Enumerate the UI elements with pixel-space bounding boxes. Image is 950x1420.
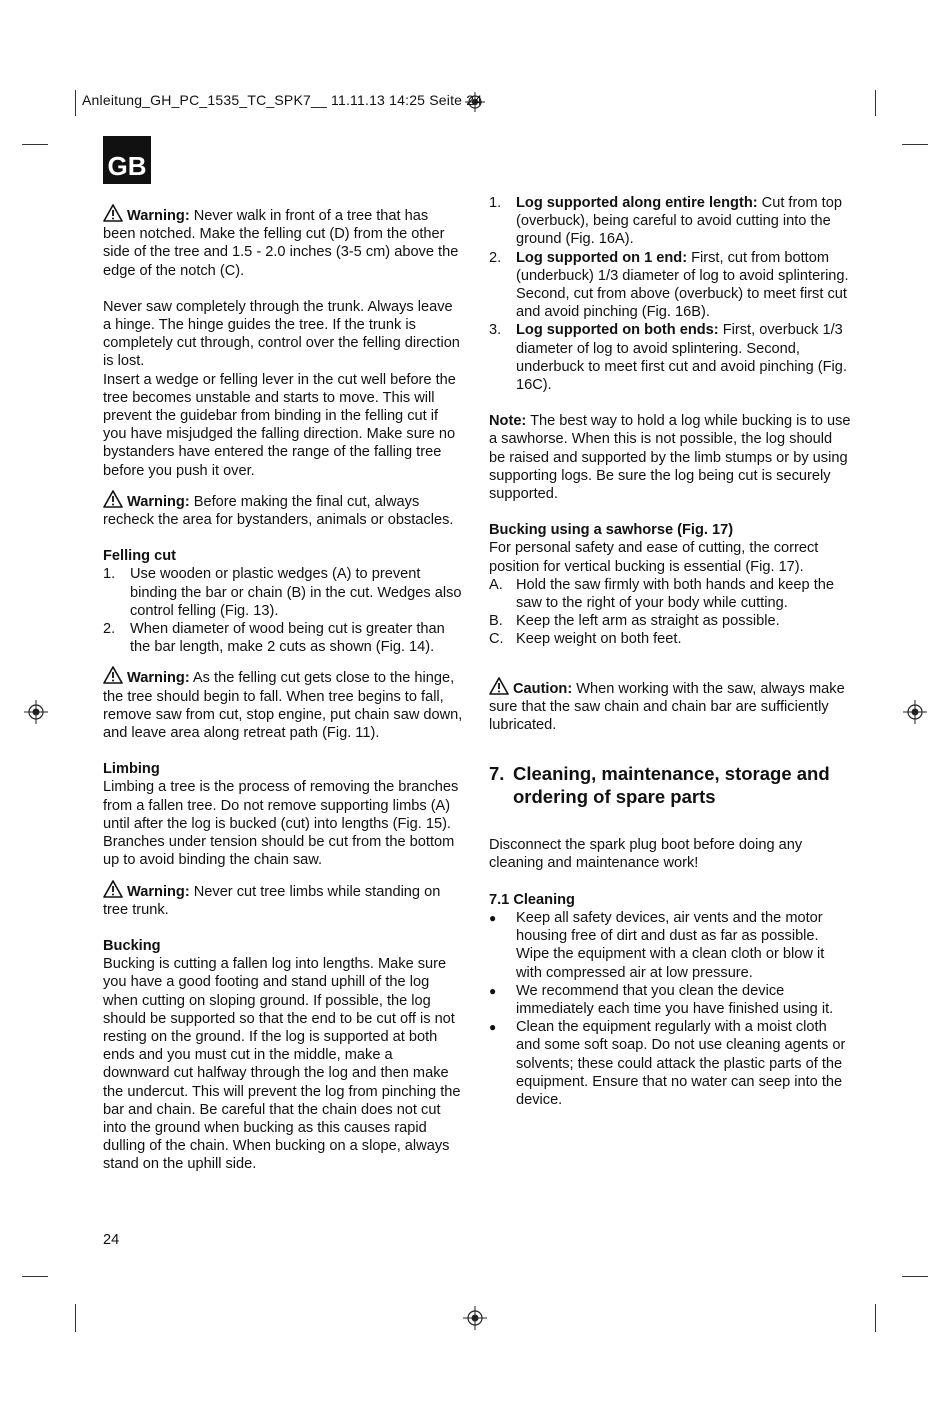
paragraph: Never saw completely through the trunk. Always leave a hinge. The hinge guides the tree. If the trunk is completely cut through, control over the felling direction is lost. [103,298,460,370]
section-heading: Limbing [103,761,160,778]
list-item [489,909,851,982]
list-text: Cut from top (overbuck), being careful to avoid cutting into the ground (Fig. 16A). [516,195,842,248]
warning-triangle-icon [103,666,123,684]
warning-triangle-icon [489,677,509,695]
language-badge: GB [103,136,151,184]
registration-mark-icon [463,1306,487,1330]
list-item [489,982,851,1018]
chapter-title-text: Cleaning, maintenance, storage and ordering of spare parts [513,763,830,808]
caution-label: Caution: [513,680,573,697]
log-support-list [489,194,851,394]
list-item [103,565,463,620]
warning-triangle-icon [103,490,123,508]
list-text: When diameter of wood being cut is greater than the bar length, make 2 cuts as shown (Fig. 14). [130,621,445,656]
crop-mark [22,144,48,145]
print-header: Anleitung_GH_PC_1535_TC_SPK7__ 11.11.13 14:25 Seite 24 [82,92,483,108]
warning-text: As the felling cut gets close to the hinge, the tree should begin to fall. When tree begins to fall, remove saw from cut, stop engine, put chain saw down, and leave area along retreat path (Fig. 11). [103,670,463,742]
right-column [489,194,851,1109]
left-column [103,204,463,1174]
paragraph: Disconnect the spark plug boot before doing any cleaning and maintenance work! [489,837,803,872]
list-text: First, overbuck 1/3 diameter of log to avoid splintering. Second, underbuck to meet first cut and avoid pinching (Fig. 16C). [516,322,847,394]
list-text: Keep all safety devices, air vents and the motor housing free of dirt and dust as far as possible. Wipe the equipment with a clean cloth or blow it with compressed air at low pressure. [516,909,825,981]
chapter-number: 7. [489,763,505,785]
chapter-title [489,762,851,808]
list-item [489,1018,851,1109]
note-paragraph [489,412,851,503]
section-heading: 7.1 Cleaning [489,891,575,908]
list-label: Log supported along entire length: [516,195,758,211]
paragraph: Limbing a tree is the process of removing the branches from a fallen tree. Do not remove supporting limbs (A) until after the log is bucked (cut) into lengths (Fig. 15). Branches under tension should be cut from the bottom up to avoid binding the chain saw. [103,779,459,869]
bullet-icon: ● [489,983,497,998]
list-number: 2. [103,621,116,638]
page-number: 24 [103,1232,120,1248]
warning-text: Before making the final cut, always recheck the area for bystanders, animals or obstacles. [103,493,454,529]
crop-mark [75,1304,76,1332]
note-label: Note: [489,413,527,430]
list-text: Use wooden or plastic wedges (A) to prevent binding the bar or chain (B) in the cut. Wedges also control felling (Fig. 13). [130,566,462,619]
warning-label: Warning: [127,883,190,900]
list-letter: A. [489,576,503,593]
note-text: The best way to hold a log while bucking is to use a sawhorse. When this is not possible, the log should be raised and supported by the limb stumps or by using supporting logs. Be sure the log being cut is securely supported. [489,413,851,503]
warning-triangle-icon [103,880,123,898]
list-item [103,620,463,656]
list-letter: C. [489,631,504,648]
list-label: Log supported on 1 end: [516,249,688,266]
bullet-icon: ● [489,1020,497,1035]
warning-note [103,204,463,280]
sawhorse-list [489,576,851,649]
warning-note [103,490,463,529]
caution-note [489,677,851,735]
warning-note [103,880,463,919]
list-number: 1. [489,195,502,211]
list-text: Clean the equipment regularly with a moist cloth and some soft soap. Do not use cleaning agents or solvents; these could attack the plastic parts of the equipment. Ensure that no water can seep into the device. [516,1019,846,1108]
list-text: Keep the left arm as straight as possible. [516,613,780,630]
section-heading: Felling cut [103,548,176,565]
warning-label: Warning: [127,493,190,510]
list-label: Log supported on both ends: [516,322,719,339]
section-heading: Bucking [103,937,161,954]
list-text: Keep weight on both feet. [516,631,682,648]
list-item [489,194,851,249]
list-number: 3. [489,322,502,339]
list-letter: B. [489,613,503,630]
list-item [489,576,851,612]
crop-mark [902,1276,928,1277]
crop-mark [902,144,928,145]
cleaning-list [489,909,851,1109]
warning-triangle-icon [103,204,123,222]
warning-text: Never cut tree limbs while standing on tree trunk. [103,883,441,918]
warning-label: Warning: [127,208,190,224]
felling-list [103,565,463,656]
bullet-icon: ● [489,910,497,925]
paragraph: Bucking is cutting a fallen log into lengths. Make sure you have a good footing and stand uphill of the log when cutting on sloping ground. If possible, the log should be supported so that the end to be cut off is not resting on the ground. If the log is supported at both ends and you must cut in the middle, make a downward cut halfway through the log and then make the undercut. This will prevent the log from pinching the bar and chain. Be careful that the chain does not cut into the ground when bucking as this causes rapid dulling of the chain. When bucking on a slope, always stand on the uphill side. [103,956,461,1173]
registration-mark-icon [903,700,927,724]
crop-mark [875,90,876,116]
list-number: 2. [489,249,502,266]
warning-note [103,666,463,742]
crop-mark [22,1276,48,1277]
warning-label: Warning: [127,670,190,687]
list-item [489,630,851,648]
warning-text: Never walk in front of a tree that has been notched. Make the felling cut (D) from the other side of the tree and 1.5 - 2.0 inches (3-5 cm) above the edge of the notch (C). [103,208,459,279]
section-heading: Bucking using a sawhorse (Fig. 17) [489,522,734,539]
registration-mark-icon [24,700,48,724]
paragraph: Insert a wedge or felling lever in the cut well before the tree becomes unstable and starts to move. This will prevent the guidebar from binding in the felling cut if you have misjudged the falling direction. Make sure no bystanders have entered the range of the falling tree before you push it over. [103,371,456,479]
list-item [489,612,851,630]
crop-mark [75,90,76,116]
paragraph: For personal safety and ease of cutting, the correct position for vertical bucking is essential (Fig. 17). [489,540,819,575]
caution-text: When working with the saw, always make sure that the saw chain and chain bar are sufficiently lubricated. [489,680,845,734]
list-text: First, cut from bottom (underbuck) 1/3 diameter of log to avoid splintering. Second, cut from above (overbuck) to meet first cut and avoid pinching (Fig. 16B). [516,249,849,321]
list-number: 1. [103,566,116,583]
list-text: We recommend that you clean the device immediately each time you have finished using it. [516,982,834,1017]
list-text: Hold the saw firmly with both hands and keep the saw to the right of your body while cutting. [516,576,834,612]
list-item [489,249,851,322]
list-item [489,321,851,394]
crop-mark [875,1304,876,1332]
